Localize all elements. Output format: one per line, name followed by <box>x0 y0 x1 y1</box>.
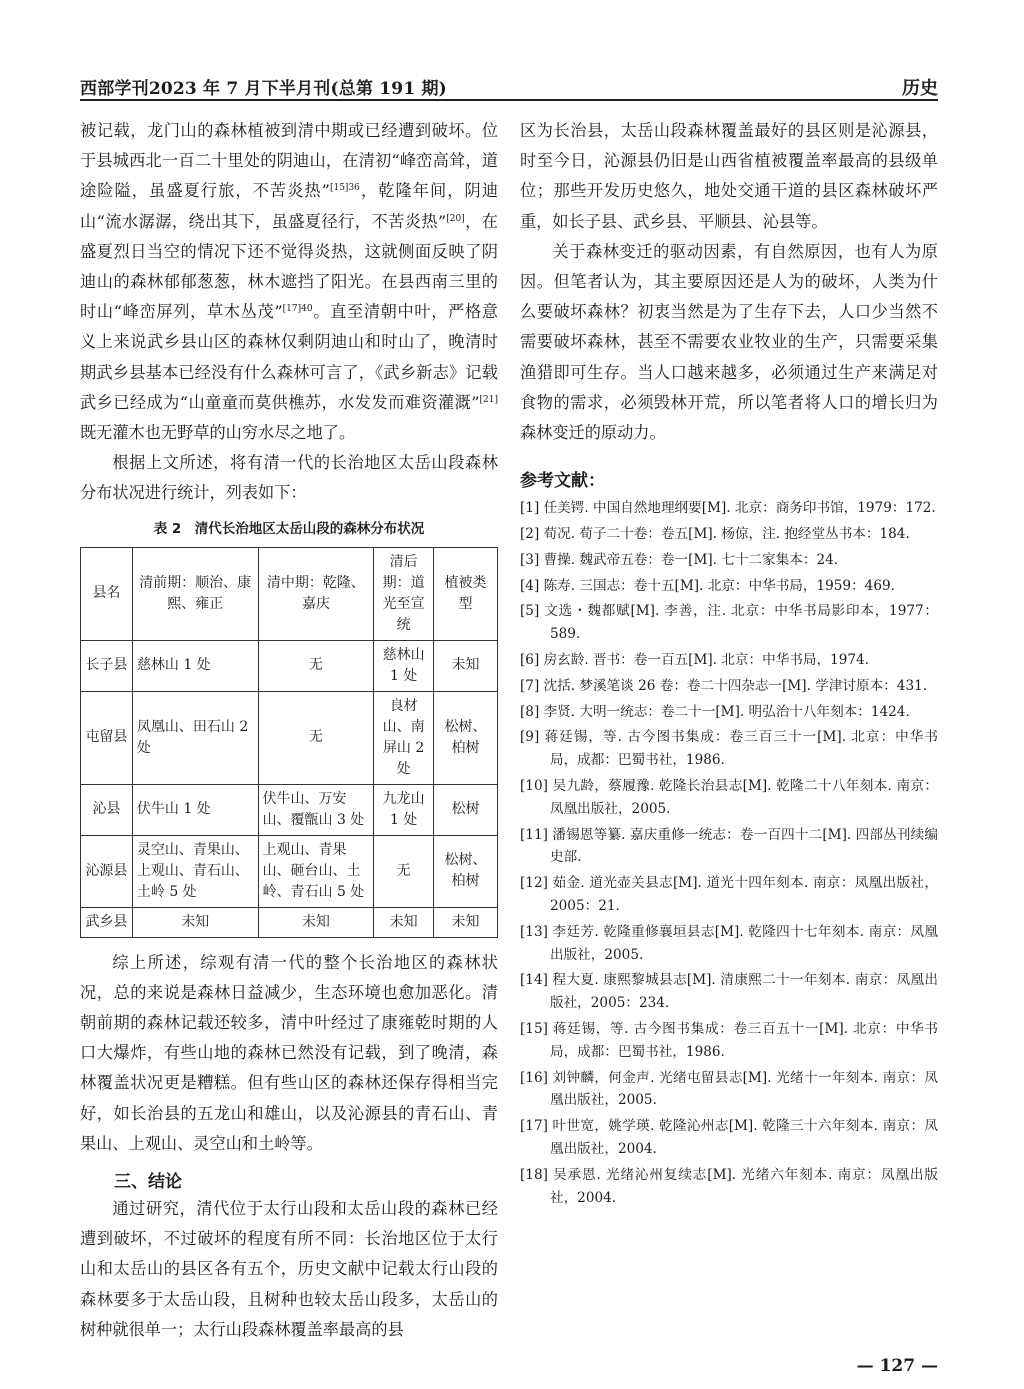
table-cell: 伏牛山、万安山、覆甑山 3 处 <box>258 784 374 835</box>
section-heading: 三、结论 <box>114 1172 182 1193</box>
table-cell: 凤凰山、田石山 2 处 <box>132 691 258 784</box>
table-cell: 长子县 <box>81 640 133 691</box>
table-header-cell: 植被类型 <box>434 547 498 640</box>
reference-item: [8] 李贤. 大明一统志：卷二十一[M]. 明弘治十八年刻本：1424. <box>520 703 910 720</box>
text: 被记载，龙门山的森林植被到清中期或已经遭到破坏。位于县城西北一百二十里处的阴迪山，在清初“峰峦高耸，道途险隘，虽盛夏行旅，不苦炎热” <box>80 121 498 201</box>
table-cell: 伏牛山 1 处 <box>132 784 258 835</box>
text: ，在盛夏烈日当空的情况下还不觉得炎热，这就侧面反映了阴迪山的森林郁郁葱葱，林木遮挡了阳光。在县西南三里的时山“峰峦屏列，草木丛茂” <box>80 211 498 322</box>
table-header-cell: 清中期：乾隆、嘉庆 <box>258 547 374 640</box>
table-cell: 未知 <box>434 907 498 937</box>
table-cell: 未知 <box>132 907 258 937</box>
text: 。直至清朝中叶，严格意义上来说武乡县山区的森林仅剩阴迪山和时山了，晚清时期武乡县基本已经没有什么森林可言了，《武乡新志》记载武乡已经成为“山童童而莫供樵苏，水发发而难资灌溉” <box>80 302 498 412</box>
issue-info: 2023 年 7 月下半月刊(总第 191 期) <box>148 79 447 99</box>
reference-item: [10] 吴九龄，蔡履豫. 乾隆长治县志[M]. 乾隆二十八年刻本. 南京：凤凰出版社，2005. <box>520 778 938 817</box>
reference-item: [14] 程大夏. 康熙黎城县志[M]. 清康熙二十一年刻本. 南京：凤凰出版社，2005：234. <box>520 972 938 1012</box>
text: 既无灌木也无野草的山穷水尽之地了。 <box>80 423 356 443</box>
table-cell: 未知 <box>258 907 374 937</box>
table-cell: 武乡县 <box>81 907 133 937</box>
table-cell: 良材山、南屏山 2 处 <box>374 691 434 784</box>
citation: [21] <box>479 394 498 405</box>
table-cell: 上观山、青果山、砸台山、土岭、青石山 5 处 <box>258 835 374 907</box>
table-cell: 九龙山 1 处 <box>374 784 434 835</box>
table-row <box>81 907 498 937</box>
reference-item: [4] 陈寿. 三国志：卷十五[M]. 北京：中华书局，1959：469. <box>520 577 895 594</box>
references-heading: 参考文献： <box>520 471 605 492</box>
reference-item: [15] 蒋廷锡，等. 古今图书集成：卷三百五十一[M]. 北京：中华书局，成都：巴蜀书社，1986. <box>520 1020 938 1060</box>
body-paragraph: 根据上文所述，将有清一代的长治地区太岳山段森林分布状况进行统计，列表如下： <box>80 453 498 503</box>
table-row <box>81 784 498 835</box>
body-paragraph: 通过研究，清代位于太行山段和太岳山段的森林已经遭到破坏，不过破坏的程度有所不同：长治地区位于太行山和太岳山的县区各有五个，历史文献中记载太行山段的森林要多于太岳山段，且树种也较太岳山段多，太岳山的树种就很单一；太行山段森林覆盖率最高的县 <box>80 1199 498 1339</box>
reference-item: [17] 叶世宽，姚学瑛. 乾隆沁州志[M]. 乾隆三十六年刻本. 南京：凤凰出版社，2004. <box>520 1118 938 1157</box>
table-row <box>81 835 498 907</box>
journal-title <box>80 74 447 99</box>
forest-distribution-table <box>80 547 498 938</box>
table-row <box>81 640 498 691</box>
table-cell: 屯留县 <box>81 691 133 784</box>
table-cell: 无 <box>374 835 434 907</box>
table-cell: 松树、柏树 <box>434 691 498 784</box>
body-paragraph: 关于森林变迁的驱动因素，有自然原因，也有人为原因。但笔者认为，其主要原因还是人为的破坏，人类为什么要破坏森林？初衷当然是为了生存下去，人口少当然不需要破坏森林，甚至不需要农业牧业的生产，只需要采集渔猎即可生存。当人口越来越多，必须通过生产来满足对食物的需求，必须毁林开荒，所以笔者将人口的增长归为森林变迁的原动力。 <box>520 241 938 443</box>
journal-logo: 西部学刊 <box>80 79 149 99</box>
reference-item: [13] 李廷芳. 乾隆重修襄垣县志[M]. 乾隆四十七年刻本. 南京：凤凰出版社，2005. <box>520 923 938 963</box>
reference-item: [7] 沈括. 梦溪笔谈 26 卷：卷二十四杂志一[M]. 学津讨原本：431. <box>520 677 928 694</box>
reference-item: [3] 曹操. 魏武帝五卷：卷一[M]. 七十二家集本：24. <box>520 551 839 568</box>
citation: [15]36 <box>329 183 360 194</box>
reference-item: [12] 茹金. 道光壶关县志[M]. 道光十四年刻本. 南京：凤凰出版社，2005：21. <box>520 875 938 914</box>
table-header-row <box>81 547 498 640</box>
body-paragraph <box>80 116 498 448</box>
table-cell: 沁县 <box>81 784 133 835</box>
reference-item: [2] 荀况. 荀子二十卷：卷五[M]. 杨倞，注. 抱经堂丛书本：184. <box>520 526 910 543</box>
table-cell: 无 <box>258 691 374 784</box>
reference-item: [1] 任美锷. 中国自然地理纲要[M]. 北京：商务印书馆，1979：172. <box>520 500 936 517</box>
left-column <box>80 116 498 1345</box>
references-list <box>520 497 938 1209</box>
table-cell: 未知 <box>374 907 434 937</box>
table-row <box>81 691 498 784</box>
table-cell: 松树、柏树 <box>434 835 498 907</box>
page-number: — 127 — <box>856 1356 938 1376</box>
reference-item: [5] 文选・魏都赋[M]. 李善，注. 北京：中华书局影印本，1977：589. <box>520 603 938 643</box>
reference-item: [11] 潘锡恩等纂. 嘉庆重修一统志：卷一百四十二[M]. 四部丛刊续编史部. <box>520 826 938 866</box>
reference-item: [18] 吴承恩. 光绪沁州复续志[M]. 光绪六年刻本. 南京：凤凰出版社，2004. <box>520 1166 938 1206</box>
table-cell: 慈林山 1 处 <box>374 640 434 691</box>
table-cell: 无 <box>258 640 374 691</box>
table-cell: 松树 <box>434 784 498 835</box>
table-cell: 灵空山、青果山、上观山、青石山、土岭 5 处 <box>132 835 258 907</box>
reference-item: [6] 房玄龄. 晋书：卷一百五[M]. 北京：中华书局，1974. <box>520 652 869 669</box>
table-header-cell: 清前期：顺治、康熙、雍正 <box>132 547 258 640</box>
table-cell: 慈林山 1 处 <box>132 640 258 691</box>
table-header-cell: 清后期：道光至宣统 <box>374 547 434 640</box>
text: ，乾隆年间，阴迪山“流水潺潺，绕出其下，虽盛夏径行，不苦炎热” <box>80 181 499 231</box>
right-column <box>520 116 938 1212</box>
page-header <box>80 71 938 101</box>
citation: [20] <box>446 213 465 224</box>
citation: [17]40 <box>282 304 313 315</box>
body-paragraph: 综上所述，综观有清一代的整个长治地区的森林状况，总的来说是森林日益减少，生态环境也愈加恶化。清朝前期的森林记载还较多，清中叶经过了康雍乾时期的人口大爆炸，有些山地的森林已然没有记载，到了晚清，森林覆盖状况更是糟糕。但有些山区的森林还保存得相当完好，如长治县的五龙山和雄山，以及沁源县的青石山、青果山、上观山、灵空山和土岭等。 <box>80 952 498 1153</box>
table-header-cell: 县名 <box>81 547 133 640</box>
body-paragraph: 区为长治县，太岳山段森林覆盖最好的县区则是沁源县，时至今日，沁源县仍旧是山西省植被覆盖率最高的县级单位；那些开发历史悠久，地处交通干道的县区森林破坏严重，如长子县、武乡县、平顺县、沁县等。 <box>520 121 938 231</box>
reference-item: [16] 刘钟麟，何金声. 光绪屯留县志[M]. 光绪十一年刻本. 南京：凤凰出版社，2005. <box>520 1069 938 1109</box>
header-rule <box>80 99 938 101</box>
section-label: 历史 <box>902 78 938 99</box>
reference-item: [9] 蒋廷锡，等. 古今图书集成：卷三百三十一[M]. 北京：中华书局，成都：巴蜀书社，1986. <box>520 729 938 769</box>
table-cell: 沁源县 <box>81 835 133 907</box>
table-caption: 表 2 清代长治地区太岳山段的森林分布状况 <box>153 520 425 537</box>
table-cell: 未知 <box>434 640 498 691</box>
